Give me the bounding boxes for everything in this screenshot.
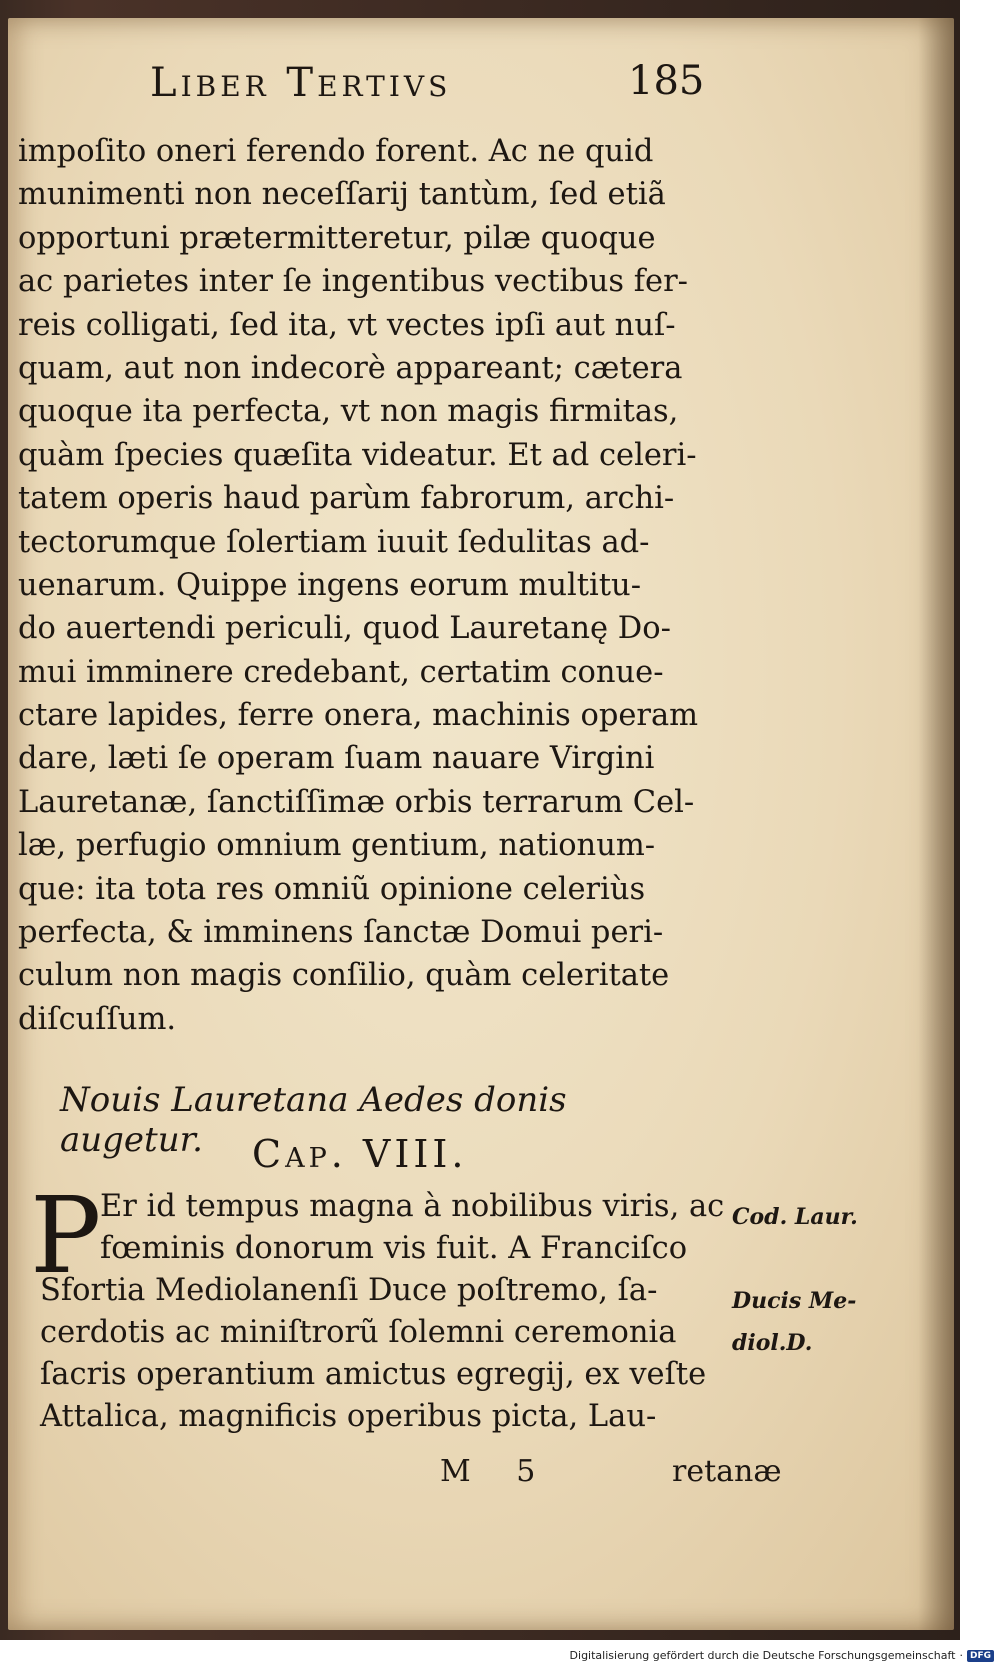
page-gutter-shadow bbox=[918, 18, 954, 1630]
text-line: fœminis donorum vis fuit. A Franciſco bbox=[100, 1231, 688, 1266]
margin-note: Ducis Me- bbox=[732, 1288, 857, 1314]
credit-text: Digitalisierung gefördert durch die Deutsche Forschungsgemeinschaft bbox=[569, 1649, 956, 1662]
text-line: opportuni prætermitteretur, pilæ quoque bbox=[18, 220, 656, 256]
margin-note: Cod. Laur. bbox=[732, 1204, 858, 1230]
catchword: retanæ bbox=[672, 1454, 782, 1489]
text-line: Er id tempus magna à nobilibus viris, ac bbox=[100, 1189, 725, 1224]
text-line: quoque ita perfecta, vt non magis firmitas, bbox=[18, 394, 679, 430]
text-line: impoſito oneri ferendo forent. Ac ne quid bbox=[18, 134, 654, 169]
drop-cap: P bbox=[30, 1174, 102, 1297]
chapter-caption: Nouis Lauretana Aedes donis augetur. bbox=[60, 1080, 567, 1160]
text-line: ac parietes inter ſe ingentibus vectibus fer- bbox=[18, 264, 688, 300]
text-line: ſacris operantium amictus egregij, ex veſte bbox=[40, 1357, 707, 1392]
text-line: Attalica, magnificis operibus picta, Lau- bbox=[40, 1399, 657, 1434]
text-line: Sfortia Mediolanenſi Duce poſtremo, ſa- bbox=[40, 1273, 658, 1308]
text-line: mui imminere credebant, certatim conue- bbox=[18, 654, 664, 690]
dfg-logo: DFG bbox=[967, 1650, 994, 1662]
text-line: do auertendi periculi, quod Lauretanę Do- bbox=[18, 611, 671, 647]
margin-notes bbox=[732, 1196, 892, 1364]
chapter-body bbox=[40, 1186, 725, 1438]
text-line: munimenti non neceſſarij tantùm, ſed etiã bbox=[18, 177, 666, 213]
body-text bbox=[18, 130, 708, 1041]
page-number: 185 bbox=[628, 58, 705, 104]
text-line: tatem operis haud parùm fabrorum, archi- bbox=[18, 481, 675, 517]
text-line: ctare lapides, ferre onera, machinis operam bbox=[18, 698, 699, 734]
text-line: tectorumque ſolertiam iuuit ſedulitas ad- bbox=[18, 524, 650, 560]
text-line: uenarum. Quippe ingens eorum multitu- bbox=[18, 567, 642, 603]
text-line: culum non magis conſilio, quàm celeritate bbox=[18, 958, 670, 994]
text-line: diſcuſſum. bbox=[18, 1001, 177, 1037]
running-title: Liber Tertivs bbox=[150, 60, 452, 106]
digitization-credit: Digitalisierung gefördert durch die Deutsche Forschungsgemeinschaft · DFG bbox=[570, 1649, 994, 1662]
signature-mark: M 5 bbox=[440, 1454, 554, 1489]
text-line: Lauretanæ, ſanctiſſimæ orbis terrarum Cel- bbox=[18, 784, 695, 820]
text-line: quàm ſpecies quæſita videatur. Et ad celeri- bbox=[18, 437, 697, 473]
margin-note: diol.D. bbox=[732, 1330, 813, 1356]
text-line: quam, aut non indecorè appareant; cætera bbox=[18, 350, 683, 386]
chapter-title: Cap. VIII. bbox=[252, 1132, 468, 1176]
text-line: que: ita tota res omniũ opinione celeriùs bbox=[18, 871, 646, 907]
text-line: perfecta, & imminens ſanctæ Domui peri- bbox=[18, 915, 664, 951]
text-line: reis colligati, ſed ita, vt vectes ipſi aut nuſ- bbox=[18, 307, 676, 343]
text-line: dare, læti ſe operam ſuam nauare Virgini bbox=[18, 741, 655, 777]
text-line: læ, perfugio omnium gentium, nationum- bbox=[18, 828, 656, 864]
text-line: cerdotis ac miniſtrorũ ſolemni ceremonia bbox=[40, 1315, 677, 1350]
